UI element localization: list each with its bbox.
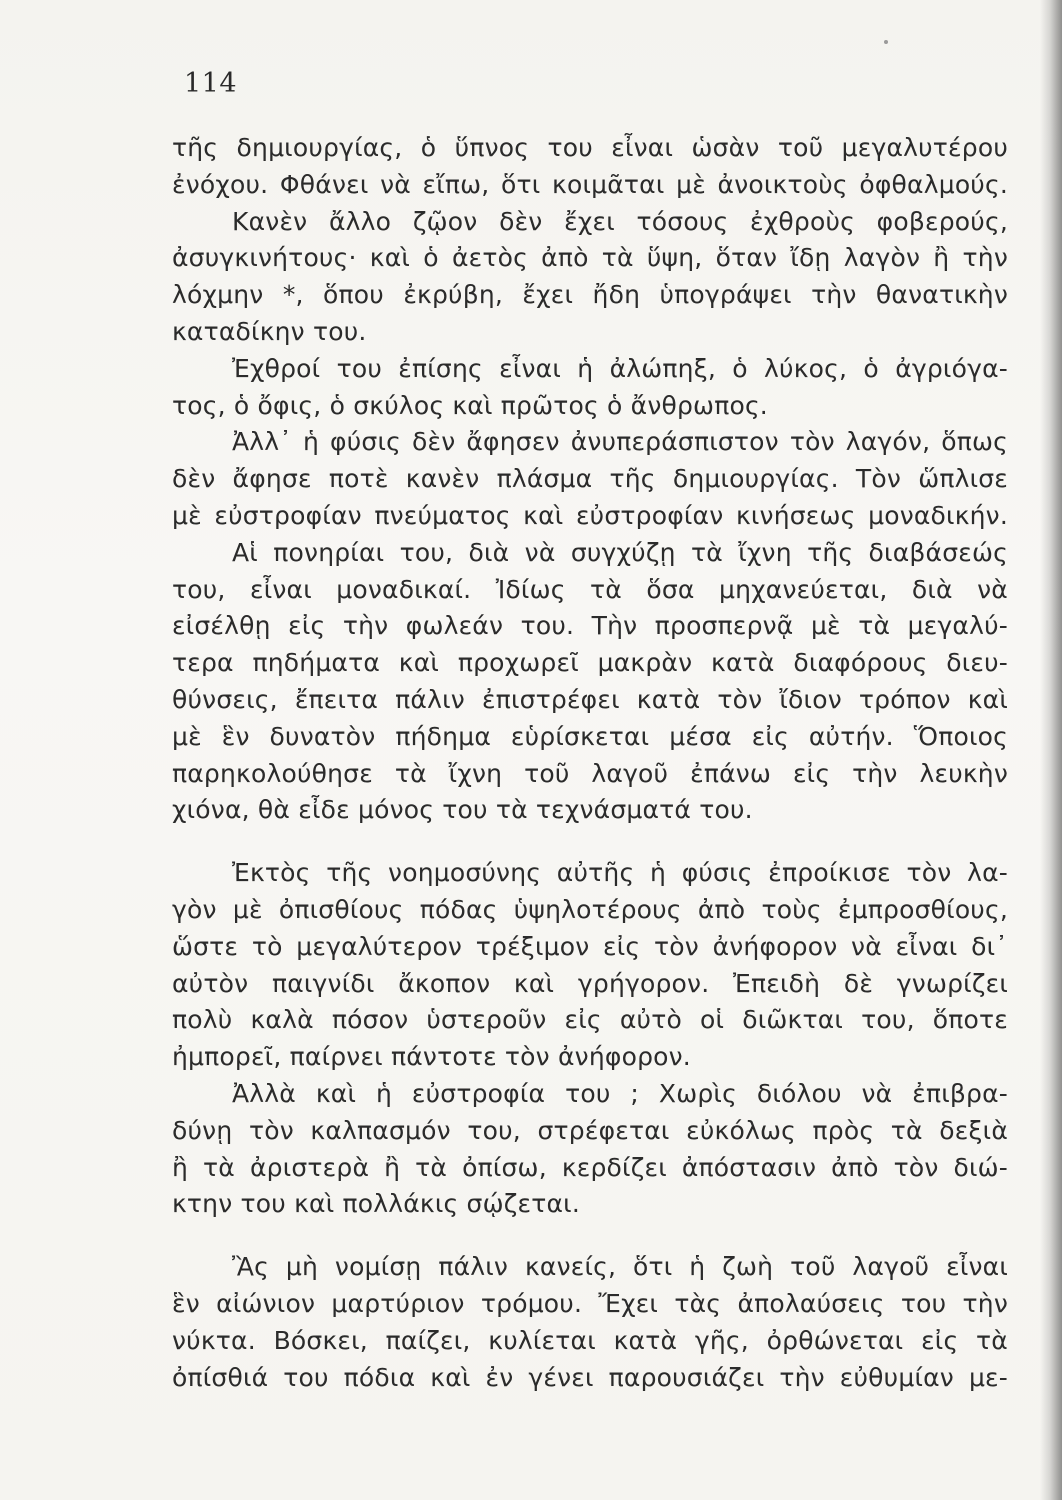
- text-line: Αἱ πονηρίαι του, διὰ νὰ συγχύζῃ τὰ ἴχνη τῆς διαβάσεώς: [232, 537, 1008, 567]
- paragraph-gap: [172, 829, 1008, 855]
- text-line: καταδίκην του.: [172, 316, 367, 346]
- text-line: ἀσυγκινήτους· καὶ ὁ ἀετὸς ἀπὸ τὰ ὕψη, ὅταν ἴδῃ λαγὸν ἢ τὴν: [172, 243, 1008, 273]
- text-line: ἐνόχου. Φθάνει νὰ εἴπω, ὅτι κοιμᾶται μὲ ἀνοικτοὺς ὀφθαλμούς.: [172, 169, 1008, 199]
- text-line: ἢ τὰ ἀριστερὰ ἢ τὰ ὀπίσω, κερδίζει ἀπόστασιν ἀπὸ τὸν διώ-: [172, 1152, 1008, 1182]
- text-line: γὸν μὲ ὀπισθίους πόδας ὑψηλοτέρους ἀπὸ τοὺς ἐμπροσθίους,: [172, 894, 1008, 924]
- text-line: τῆς δημιουργίας, ὁ ὕπνος του εἶναι ὡσὰν τοῦ μεγαλυτέρου: [172, 133, 1008, 162]
- text-line: Ἐχθροί του ἐπίσης εἶναι ἡ ἀλώπηξ, ὁ λύκος, ὁ ἀγριόγα-: [232, 353, 1008, 383]
- text-line: νύκτα. Βόσκει, παίζει, κυλίεται κατὰ γῆς, ὀρθώνεται εἰς τὰ: [172, 1325, 1008, 1355]
- text-line: θύνσεις, ἔπειτα πάλιν ἐπιστρέφει κατὰ τὸν ἴδιον τρόπον καὶ: [172, 684, 1008, 714]
- paper-speck: [884, 40, 888, 44]
- text-line: κτην του καὶ πολλάκις σῴζεται.: [172, 1189, 580, 1219]
- text-line: Κανὲν ἄλλο ζῷον δὲν ἔχει τόσους ἐχθροὺς φοβερούς,: [232, 206, 1008, 236]
- page-number: 114: [184, 68, 238, 99]
- text-line: Ἂς μὴ νομίσῃ πάλιν κανείς, ὅτι ἡ ζωὴ τοῦ λαγοῦ εἶναι: [232, 1252, 1008, 1282]
- text-line: εἰσέλθῃ εἰς τὴν φωλεάν του. Τὴν προσπερνᾷ μὲ τὰ μεγαλύ-: [172, 611, 1008, 641]
- text-line: ὥστε τὸ μεγαλύτερον τρέξιμον εἰς τὸν ἀνήφορον νὰ εἶναι δι᾽: [172, 931, 1008, 961]
- text-line: δύνῃ τὸν καλπασμόν του, στρέφεται εὐκόλως πρὸς τὰ δεξιὰ: [172, 1115, 1008, 1145]
- body-text: [172, 130, 1008, 1396]
- text-line: μὲ εὐστροφίαν πνεύματος καὶ εὐστροφίαν κινήσεως μοναδικήν.: [172, 500, 1008, 530]
- text-line: ἓν αἰώνιον μαρτύριον τρόμου. Ἔχει τὰς ἀπολαύσεις του τὴν: [172, 1288, 1008, 1318]
- text-line: τερα πηδήματα καὶ προχωρεῖ μακρὰν κατὰ διαφόρους διευ-: [172, 648, 1008, 678]
- text-line: πολὺ καλὰ πόσον ὑστεροῦν εἰς αὐτὸ οἱ διῶκται του, ὅποτε: [172, 1005, 1008, 1035]
- text-line: ἠμπορεῖ, παίρνει πάντοτε τὸν ἀνήφορον.: [172, 1042, 691, 1072]
- text-line: χιόνα, θὰ εἶδε μόνος του τὰ τεχνάσματά του.: [172, 795, 753, 825]
- text-line: δὲν ἄφησε ποτὲ κανὲν πλάσμα τῆς δημιουργίας. Τὸν ὥπλισε: [172, 464, 1008, 494]
- text-line: αὐτὸν παιγνίδι ἄκοπον καὶ γρήγορον. Ἐπειδὴ δὲ γνωρίζει: [172, 968, 1008, 998]
- paragraph-gap: [172, 1223, 1008, 1249]
- text-line: παρηκολούθησε τὰ ἴχνη τοῦ λαγοῦ ἐπάνω εἰς τὴν λευκὴν: [172, 758, 1008, 788]
- text-line: μὲ ἓν δυνατὸν πήδημα εὑρίσκεται μέσα εἰς αὐτήν. Ὅποιος: [172, 721, 1008, 751]
- text-line: ὀπίσθιά του πόδια καὶ ἐν γένει παρουσιάζει τὴν εὐθυμίαν με-: [172, 1362, 1008, 1392]
- text-line: Ἀλλὰ καὶ ἡ εὐστροφία του ; Χωρὶς διόλου νὰ ἐπιβρα-: [232, 1078, 1008, 1108]
- text-line: τος, ὁ ὄφις, ὁ σκύλος καὶ πρῶτος ὁ ἄνθρωπος.: [172, 390, 768, 420]
- text-line: Ἐκτὸς τῆς νοημοσύνης αὐτῆς ἡ φύσις ἐπροίκισε τὸν λα-: [232, 858, 1008, 888]
- text-line: Ἀλλ᾽ ἡ φύσις δὲν ἄφησεν ἀνυπεράσπιστον τὸν λαγόν, ὅπως: [232, 427, 1008, 457]
- text-line: λόχμην *, ὅπου ἐκρύβη, ἔχει ἤδη ὑπογράψει τὴν θανατικὴν: [172, 280, 1008, 310]
- text-line: του, εἶναι μοναδικαί. Ἰδίως τὰ ὅσα μηχανεύεται, διὰ νὰ: [172, 574, 1008, 604]
